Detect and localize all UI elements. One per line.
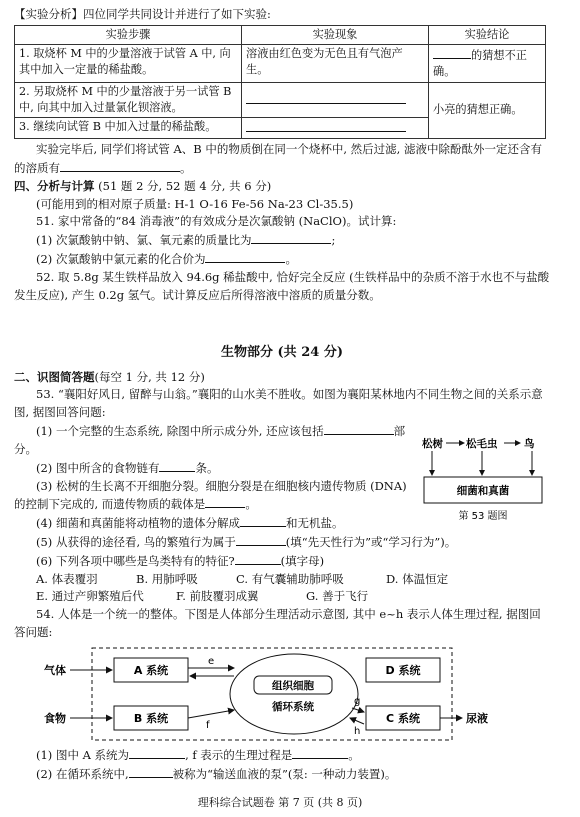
q54: 54. 人体是一个统一的整体。下图是人体部分生理活动示意图, 其中 e~h 表示人体生理过程, 据图回答问题: — [14, 607, 541, 640]
answer-blank[interactable] — [205, 250, 285, 263]
row1-step: 1. 取烧杯 M 中的少量溶液于试管 A 中, 向其中加入一定量的稀盐酸。 — [15, 45, 242, 82]
answer-blank[interactable] — [129, 746, 185, 759]
q54-part1-mid: , f 表示的生理过程是 — [185, 747, 293, 762]
q53-part6-text: (6) 下列各项中哪些是鸟类特有的特征? — [36, 553, 235, 568]
header-phenomenon: 实验现象 — [242, 25, 429, 44]
q54-part2 — [14, 765, 550, 784]
label-gas: 气体 — [44, 663, 66, 677]
section4-heading — [14, 178, 550, 196]
q53-part6-tail: (填字母) — [280, 553, 325, 568]
label-bird: 鸟 — [524, 438, 535, 450]
answer-blank[interactable] — [292, 746, 348, 759]
row2-conclusion: 小亮的猜想正确。 — [429, 82, 546, 139]
figure-54-svg — [14, 644, 554, 744]
q53-part5 — [14, 533, 550, 552]
row3-phenomenon — [242, 117, 429, 138]
q51-part1: (1) 次氯酸钠中钠、氯、氧元素的质量比为 ; — [36, 233, 336, 248]
q54-part1-text: (1) 图中 A 系统为 — [36, 747, 130, 762]
q53-part2 — [14, 459, 414, 478]
figure-54 — [14, 644, 554, 744]
answer-blank[interactable] — [235, 552, 281, 565]
q51-part2-text: (2) 次氯酸钠中氯元素的化合价为 — [36, 252, 206, 267]
row1-conclusion-text: 的猜想不正确。 — [433, 49, 527, 79]
answer-blank[interactable] — [159, 459, 195, 472]
option-a: A. 体表覆羽 — [36, 571, 98, 586]
label-e: e — [208, 655, 215, 667]
q54-part2-tail: 被称为“输送血液的泵”(泵: 一种动力装置)。 — [172, 766, 397, 781]
q53-parts — [14, 422, 414, 514]
experiment-table — [14, 25, 546, 139]
answer-blank[interactable] — [60, 159, 180, 172]
label-system-b: B 系统 — [133, 711, 169, 725]
section4-title: 四、分析与计算 — [14, 178, 95, 193]
bio-title: 生物部分 (共 24 分) — [221, 344, 343, 360]
header-conclusion: 实验结论 — [429, 25, 546, 44]
q54-part1: (1) 图中 A 系统为 , f 表示的生理过程是 。 — [36, 747, 360, 762]
option-b: B. 用肺呼吸 — [136, 571, 198, 586]
row1-conclusion — [429, 45, 546, 82]
after-text-body: 实验完毕后, 同学们将试管 A、B 中的物质倒在同一个烧杯中, 然后过滤, 滤液中除酚酞外一定还含有的溶质有 — [14, 142, 542, 176]
label-food: 食物 — [44, 711, 66, 725]
answer-blank[interactable] — [246, 119, 406, 132]
label-caterpillar: 松毛虫 — [466, 438, 498, 450]
q52: 52. 取 5.8g 某生铁样品放入 94.6g 稀盐酸中, 恰好完全反应 (生铁样品中的杂质不溶于水也不与盐酸发生反应), 产生 0.2g 氢气。试计算反应后所得溶液中溶质的质量分数。 — [14, 269, 550, 302]
q53-part1-text: (1) 一个完整的生态系统, 除图中所示成分外, 还应该包括 — [36, 424, 324, 439]
q53-part3-text: (3) 松树的生长离不开细胞分裂。细胞分裂是在细胞核内遗传物质 (DNA) 的控制下完成的, 而遗传物质的载体是 — [14, 478, 407, 512]
answer-blank[interactable] — [236, 533, 286, 546]
q53-part1-tail: 部分。 — [14, 424, 406, 456]
q53-part2-tail: 条。 — [195, 460, 219, 475]
option-g: G. 善于飞行 — [306, 589, 369, 604]
table-row — [15, 45, 546, 82]
q54-part2-text: (2) 在循环系统中, — [36, 766, 129, 781]
answer-blank[interactable] — [129, 765, 173, 778]
section2-score: (每空 1 分, 共 12 分) — [94, 369, 205, 384]
answer-blank[interactable] — [433, 46, 471, 59]
q51-part1-text: (1) 次氯酸钠中钠、氯、氧元素的质量比为 — [36, 233, 252, 248]
q51: 51. 家中常备的“84 消毒液”的有效成分是次氯酸钠 (NaClO)。试计算: — [36, 214, 397, 229]
label-circulatory: 循环系统 — [272, 700, 314, 713]
row3-step: 3. 继续向试管 B 中加入过量的稀盐酸。 — [15, 117, 242, 138]
q53-part4-tail: 和无机盐。 — [285, 516, 344, 531]
row1-phenomenon: 溶液由红色变为无色且有气泡产生。 — [242, 45, 429, 82]
label-urine: 尿液 — [466, 711, 488, 725]
answer-blank[interactable] — [246, 91, 406, 104]
figure-53-svg — [420, 425, 548, 525]
label-pine: 松树 — [422, 438, 443, 450]
label-system-c: C 系统 — [386, 711, 420, 725]
header-step: 实验步骤 — [15, 25, 242, 44]
figure-53 — [420, 425, 548, 525]
section2-title: 二、识图简答题 — [14, 369, 95, 384]
answer-blank[interactable] — [324, 422, 394, 435]
answer-blank[interactable] — [240, 514, 286, 527]
label-decomposers: 细菌和真菌 — [456, 485, 510, 497]
analysis-intro: 【实验分析】四位同学共同设计并进行了如下实验: — [14, 7, 271, 21]
q53-part5-text: (5) 从获得的途径看, 鸟的繁殖行为属于 — [36, 534, 236, 549]
after-text: 实验完毕后, 同学们将试管 A、B 中的物质倒在同一个烧杯中, 然后过滤, 滤液中除酚酞外一定还含有的溶质有 。 — [14, 142, 542, 176]
q53-part4-text: (4) 细菌和真菌能将动植物的遗体分解成 — [36, 516, 240, 531]
row2-step: 2. 另取烧杯 M 中的少量溶液于另一试管 B 中, 向其中加入过量氯化钡溶液。 — [15, 82, 242, 117]
label-h: h — [354, 725, 361, 737]
q53-part5-tail: (填“先天性行为”或“学习行为”)。 — [285, 534, 457, 549]
label-system-a: A 系统 — [133, 663, 169, 677]
page-footer: 理科综合试题卷 第 7 页 (共 8 页) — [197, 795, 363, 809]
option-f: F. 前肢覆羽成翼 — [176, 589, 259, 604]
q51-part2: (2) 次氯酸钠中氯元素的化合价为 。 — [36, 252, 297, 267]
q53-options — [14, 571, 550, 607]
q53: 53. “襄阳好风日, 留醉与山翁。”襄阳的山水美不胜收。如图为襄阳某林地内不同生物之间的关系示意图, 据图回答问题: — [14, 387, 543, 420]
label-system-d: D 系统 — [385, 663, 421, 677]
answer-blank[interactable] — [251, 231, 331, 244]
q53-part6 — [14, 552, 550, 571]
q53-part3: (3) 松树的生长离不开细胞分裂。细胞分裂是在细胞核内遗传物质 (DNA) 的控制下完成的, 而遗传物质的载体是 。 — [14, 478, 407, 512]
q53-part1 — [14, 422, 414, 459]
table-header-row — [15, 25, 546, 44]
label-g: g — [354, 695, 361, 707]
table-row — [15, 82, 546, 117]
option-c: C. 有气囊辅助肺呼吸 — [236, 571, 344, 586]
section4-score: (51 题 2 分, 52 题 4 分, 共 6 分) — [98, 178, 272, 193]
answer-blank[interactable] — [205, 495, 245, 508]
q53-part2-text: (2) 图中所含的食物链有 — [36, 460, 160, 475]
label-f: f — [206, 719, 210, 731]
option-e: E. 通过产卵繁殖后代 — [36, 589, 144, 604]
option-d: D. 体温恒定 — [386, 571, 449, 586]
section2-heading — [14, 369, 550, 387]
figure-53-caption: 第 53 题图 — [458, 511, 508, 522]
label-tissue-cells: 组织细胞 — [272, 679, 314, 692]
atomic-masses: (可能用到的相对原子质量: H-1 O-16 Fe-56 Na-23 Cl-35.5) — [36, 196, 354, 211]
row2-phenomenon — [242, 82, 429, 117]
